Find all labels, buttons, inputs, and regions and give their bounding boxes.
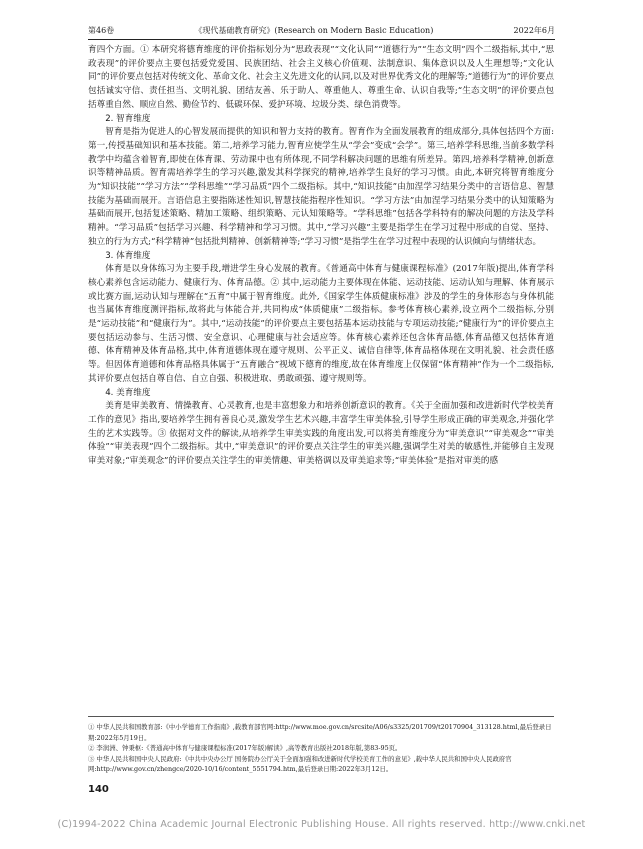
running-header [88, 16, 555, 40]
body-paragraph: 美育是审美教育、情操教育、心灵教育,也是丰富想象力和培养创新意识的教育。《关于全面加强和改进新时代学校美育工作的意见》指出,要培养学生拥有善良心灵,激发学生艺术兴趣,丰富学生审美体验,引导学生形成正确的审美观念,并强化学生的艺术实践等。③ 依据对文件的解读,从培养学生审美实践的角度出发,可以将美育维度分为“审美意识”“审美观念”“审美体验”“审美表现”四个二级指标。其中,“审美意识”的评价要点关注学生的审美兴趣,强调学生对美的敏感性,并能够自主发现审美对象;“审美观念”的评价要点关注学生的审美情趣、审美格调以及审美追求等;“审美体验”是指对审美的感 [88, 401, 554, 467]
section-heading: 4. 美育维度 [105, 387, 151, 398]
footnote: ② 李润洲、钟秉枢:《普通高中体育与健康课程标准(2017年版)解读》,高等教育出版社2018年版,第83-95页。 [88, 744, 402, 753]
copyright-notice: (C)1994-2022 China Academic Journal Electronic Publishing House. All rights reserved. http://www.cnki.net [57, 819, 586, 830]
body-paragraph: 体育是以身体练习为主要手段,增进学生身心发展的教育。《普通高中体育与健康课程标准》(2017年版)提出,体育学科核心素养包含运动能力、健康行为、体育品德。② 其中,运动能力主要体现在体能、运动技能、运动认知与理解、体育展示或比赛方面,运动认知与理解在“五育”中属于智育维度。此外,《国家学生体质健康标准》涉及的学生的身体形态与身体机能也当属体育维度测评指标,故将此与体能合并,共同构成“体质健康”二级指标。参考体育核心素养,设立两个二级指标,分别是“运动技能”和“健康行为”。其中,“运动技能”的评价要点主要包括基本运动技能与专项运动技能;“健康行为”的评价要点主要包括运动参与、生活习惯、安全意识、心理健康与社会适应等。体育核心素养还包含体育品德,体育品德又包括体育道德、体育精神及体育品格,其中,体育道德体现在遵守规则、公平正义、诚信自律等,体育品格体现在文明礼貌、社会责任感等。但因体育道德和体育品格具体属于“五育融合”视域下德育的维度,故在体育维度上仅保留“体育精神”作为一个二级指标,其评价要点包括自尊自信、自立自强、积极进取、勇敢顽强、遵守规则等。 [88, 264, 554, 384]
journal-title: 《现代基础教育研究》(Research on Modern Basic Education) [194, 26, 434, 35]
volume-label: 第46卷 [88, 26, 115, 35]
footnotes [88, 716, 554, 775]
section-heading: 3. 体育维度 [105, 250, 151, 261]
footnote: ③ 中华人民共和国中央人民政府:《中共中央办公厅 国务院办公厅关于全面加强和改进新时代学校美育工作的意见》,载中华人民共和国中央人民政府官网:http://www.gov.cn/zhengce/2020-10/16/content_5551794.htm,最后登录日期:2022年3月12日。 [88, 754, 512, 774]
page-number: 140 [88, 784, 109, 795]
body-paragraph: 育四个方面。① 本研究将德育维度的评价指标划分为“思政表现”“文化认同”“道德行为”“生态文明”四个二级指标,其中,“思政表现”的评价要点主要包括爱党爱国、民族团结、社会主义核心价值观、法制意识、集体意识以及人生理想等;“文化认同”的评价要点包括对传统文化、革命文化、社会主义先进文化的认同,以及对世界优秀文化的理解等;“道德行为”的评价要点包括诚实守信、责任担当、文明礼貌、团结友善、乐于助人、尊重他人、尊重生命、认识自我等;“生态文明”的评价要点包括尊重自然、顺应自然、勤俭节约、低碳环保、爱护环境、垃圾分类、绿色消费等。 [88, 45, 554, 110]
section-heading: 2. 智育维度 [105, 113, 151, 124]
article-body [88, 44, 554, 469]
issue-date: 2022年6月 [513, 26, 555, 35]
body-paragraph: 智育是指为促进人的心智发展而提供的知识和智力支持的教育。智育作为全面发展教育的组成部分,具体包括四个方面:第一,传授基础知识和基本技能。第二,培养学习能力,智育应使学生从“学会”变成“会学”。第三,培养学科思维,当前多数学科教学中均蕴含着智育,即使在体育课、劳动课中也有所体现,不同学科解决问题的思维有所差异。第四,培养科学精神,创新意识等精神品质。智育需培养学生的学习兴趣,激发其科学探究的精神,培养学生良好的学习习惯。由此,本研究将智育维度分为“知识技能”“学习方法”“学科思维”“学习品质”四个二级指标。其中,“知识技能”由加涅学习结果分类中的言语信息、智慧技能为基础而展开。言语信息主要指陈述性知识,智慧技能指程序性知识。“学习方法”由加涅学习结果分类中的认知策略为基础而展开,包括复述策略、精加工策略、组织策略、元认知策略等。“学科思维”包括各学科特有的解决问题的方法及学科精神。“学习品质”包括学习兴趣、科学精神和学习习惯。其中,“学习兴趣”主要是指学生在学习过程中形成的自觉、坚持、独立的行为方式;“科学精神”包括批判精神、创新精神等;“学习习惯”是指学生在学习过程中表现的认识倾向与情绪状态。 [88, 127, 554, 247]
footnote: ① 中华人民共和国教育部:《中小学德育工作指南》,载教育部官网:http://www.moe.gov.cn/srcsite/A06/s3325/201709/t20170904_313128.html,最后登录日期:2022年5月19日。 [88, 723, 552, 742]
